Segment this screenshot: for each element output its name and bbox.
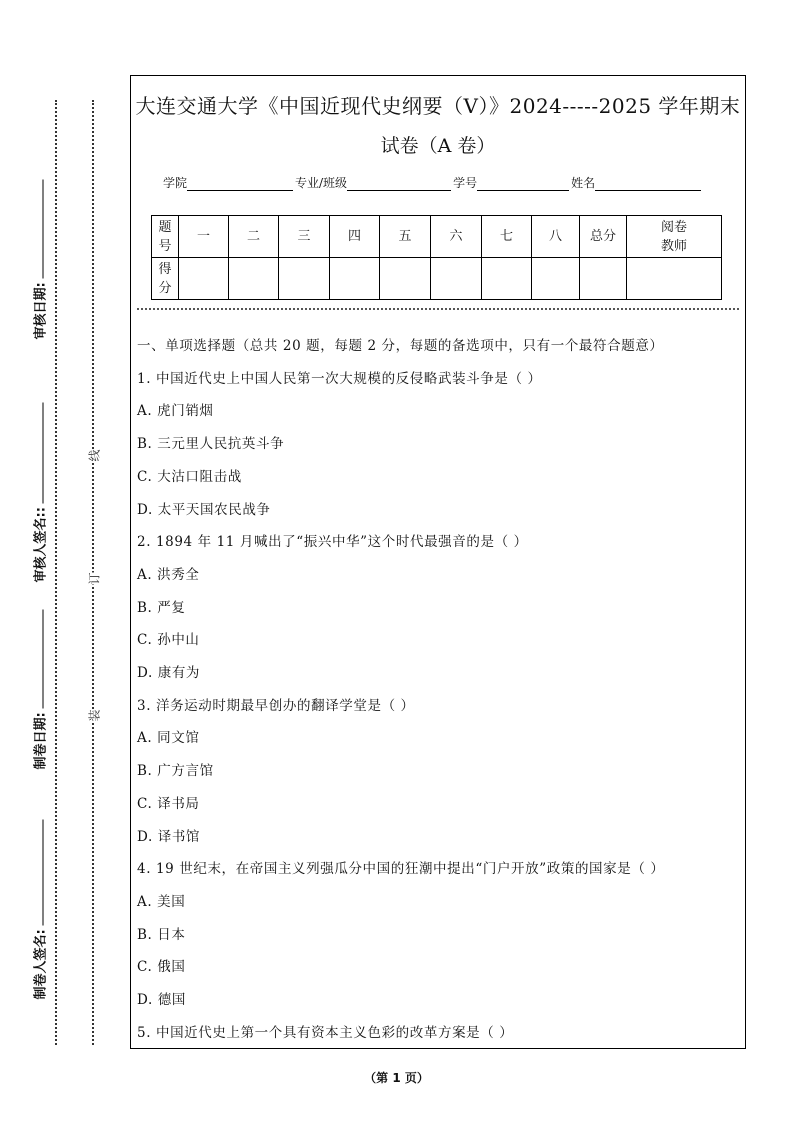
- question-line: A. 虎门销烟: [137, 403, 214, 420]
- reviewer-signature-label: [30, 403, 49, 583]
- separator: [137, 308, 739, 310]
- field-college: 学院: [163, 176, 188, 190]
- score-cell[interactable]: [532, 258, 580, 300]
- underline: [35, 820, 44, 926]
- question-line: C. 大沽口阻击战: [137, 468, 242, 485]
- question-line: 2. 1894 年 11 月喊出了“振兴中华”这个时代最强音的是（ ）: [137, 534, 528, 551]
- review-date-label: [30, 180, 49, 340]
- score-table: [151, 215, 722, 300]
- binding-line-outer: [55, 100, 57, 1045]
- question-line: 4. 19 世纪末，在帝国主义列强瓜分中国的狂潮中提出“门户开放”政策的国家是（ ）: [137, 861, 665, 878]
- col-header: 八: [532, 216, 580, 258]
- name-blank[interactable]: [595, 178, 701, 191]
- student-info: [163, 174, 703, 191]
- underline: [35, 403, 44, 504]
- label-text: 制卷人签名:: [33, 929, 49, 1000]
- table-row: [152, 258, 722, 300]
- col-header: 一: [179, 216, 229, 258]
- col-header: 三: [279, 216, 330, 258]
- question-line: B. 三元里人民抗英斗争: [137, 436, 285, 453]
- paper-date-label: [30, 610, 49, 770]
- question-line: B. 广方言馆: [137, 763, 214, 780]
- table-row: [152, 216, 722, 258]
- row-label: 得 分: [152, 258, 179, 300]
- question-line: 3. 洋务运动时期最早创办的翻译学堂是（ ）: [137, 697, 415, 714]
- col-header-reviewer: 阅卷 教师: [627, 216, 722, 258]
- label-text: 审核人签名::: [33, 507, 49, 583]
- question-line: D. 康有为: [137, 665, 201, 681]
- field-major-class: 专业/班级: [295, 176, 348, 190]
- question-line: D. 译书馆: [137, 828, 201, 845]
- label-text: 审核日期:: [33, 282, 49, 340]
- major-class-blank[interactable]: [347, 178, 451, 191]
- score-cell[interactable]: [330, 258, 380, 300]
- col-header: 四: [330, 216, 380, 258]
- label-text: 制卷日期:: [33, 712, 49, 770]
- underline: [35, 610, 44, 709]
- paper-maker-signature-label: [30, 820, 49, 1000]
- exam-frame: [130, 75, 746, 1049]
- question-line: C. 孙中山: [137, 632, 200, 649]
- student-id-blank[interactable]: [477, 178, 569, 191]
- question-line: A. 同文馆: [137, 730, 200, 747]
- question-line: D. 太平天国农民战争: [137, 501, 271, 518]
- question-line: B. 日本: [137, 926, 186, 943]
- exam-title: 大连交通大学《中国近现代史纲要（V）》2024-----2025 学年期末: [135, 94, 741, 118]
- score-cell[interactable]: [179, 258, 229, 300]
- score-cell[interactable]: [627, 258, 722, 300]
- question-line: C. 译书局: [137, 795, 200, 812]
- score-cell[interactable]: [580, 258, 627, 300]
- question-line: A. 洪秀全: [137, 566, 200, 583]
- col-header: 七: [482, 216, 532, 258]
- score-cell[interactable]: [229, 258, 279, 300]
- binding-char-ding: 订: [87, 572, 102, 585]
- question-line: B. 严复: [137, 599, 186, 616]
- row-label: 题 号: [152, 216, 179, 258]
- field-name: 姓名: [571, 176, 596, 190]
- exam-subtitle: 试卷（A 卷）: [380, 135, 496, 157]
- question-line: D. 德国: [137, 992, 186, 1008]
- section-heading: 一、单项选择题（总共 20 题，每题 2 分，每题的备选项中，只有一个最符合题意）: [137, 338, 664, 354]
- college-blank[interactable]: [187, 178, 293, 191]
- binding-char-line: 线: [87, 449, 102, 462]
- underline: [35, 180, 44, 279]
- question-line: C. 俄国: [137, 959, 186, 976]
- score-cell[interactable]: [279, 258, 330, 300]
- score-cell[interactable]: [482, 258, 532, 300]
- col-header: 六: [431, 216, 482, 258]
- question-line: 5. 中国近代史上第一个具有资本主义色彩的改革方案是（ ）: [137, 1024, 514, 1041]
- question-line: A. 美国: [137, 893, 186, 910]
- page-number: （第 1 页）: [364, 1071, 429, 1085]
- question-line: 1. 中国近代史上中国人民第一次大规模的反侵略武装斗争是（ ）: [137, 370, 542, 387]
- score-cell[interactable]: [431, 258, 482, 300]
- score-cell[interactable]: [380, 258, 431, 300]
- field-student-id: 学号: [453, 176, 478, 190]
- binding-char-zhuang: 装: [87, 709, 102, 722]
- col-header: 五: [380, 216, 431, 258]
- col-header: 二: [229, 216, 279, 258]
- col-header: 总分: [580, 216, 627, 258]
